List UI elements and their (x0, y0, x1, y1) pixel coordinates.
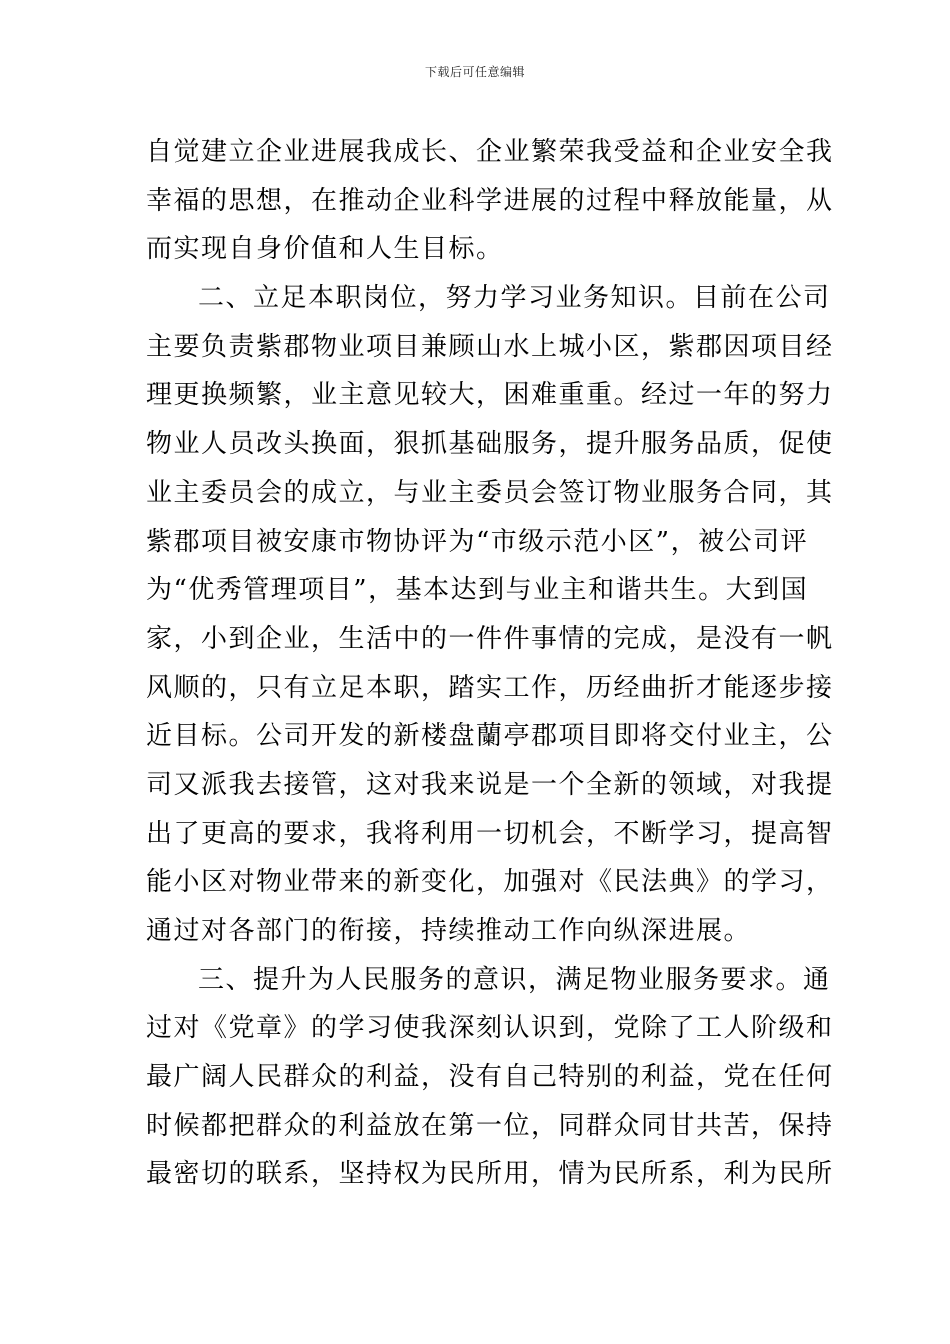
paragraph-start-line: 三、提升为人民服务的意识，满足物业服务要求。通 (198, 964, 831, 995)
text-line: 时候都把群众的利益放在第一位，同群众同甘共苦，保持 (146, 1110, 834, 1141)
text-line: 最密切的联系，坚持权为民所用，情为民所系，利为民所 (146, 1159, 834, 1190)
text-line: 幸福的思想，在推动企业科学进展的过程中释放能量，从 (146, 185, 834, 216)
text-line: 近目标。公司开发的新楼盘蘭亭郡项目即将交付业主，公 (146, 721, 834, 752)
paragraph-start-line: 二、立足本职岗位，努力学习业务知识。目前在公司 (198, 283, 831, 314)
text-line: 家，小到企业，生活中的一件件事情的完成，是没有一帆 (146, 623, 834, 654)
text-line: 司又派我去接管，这对我来说是一个全新的领域，对我提 (146, 769, 834, 800)
text-line: 通过对各部门的衔接，持续推动工作向纵深进展。 (146, 916, 752, 946)
text-line: 主要负责紫郡物业项目兼顾山水上城小区，紫郡因项目经 (146, 331, 834, 362)
text-line: 过对《党章》的学习使我深刻认识到，党除了工人阶级和 (146, 1013, 834, 1044)
text-line: 而实现自身价值和人生目标。 (146, 234, 504, 265)
text-line: 出了更高的要求，我将利用一切机会，不断学习，提高智 (146, 818, 834, 849)
text-line: 能小区对物业带来的新变化，加强对《民法典》的学习， (146, 867, 834, 898)
document-body (146, 128, 834, 1199)
text-line: 业主委员会的成立，与业主委员会签订物业服务合同，其 (146, 477, 834, 508)
text-line: 最广阔人民群众的利益，没有自己特别的利益，党在任何 (146, 1062, 834, 1093)
text-line: 物业人员改头换面，狠抓基础服务，提升服务品质，促使 (146, 429, 834, 460)
page-header-note: 下载后可任意编辑 (424, 65, 525, 79)
text-line: 自觉建立企业进展我成长、企业繁荣我受益和企业安全我 (146, 137, 834, 167)
text-line: 风顺的，只有立足本职，踏实工作，历经曲折才能逐步接 (146, 672, 834, 703)
text-line: 理更换频繁，业主意见较大，困难重重。经过一年的努力 (146, 380, 834, 411)
text-line: 紫郡项目被安康市物协评为“市级示范小区”，被公司评 (146, 526, 809, 557)
text-line: 为“优秀管理项目”，基本达到与业主和谐共生。大到国 (146, 575, 809, 606)
